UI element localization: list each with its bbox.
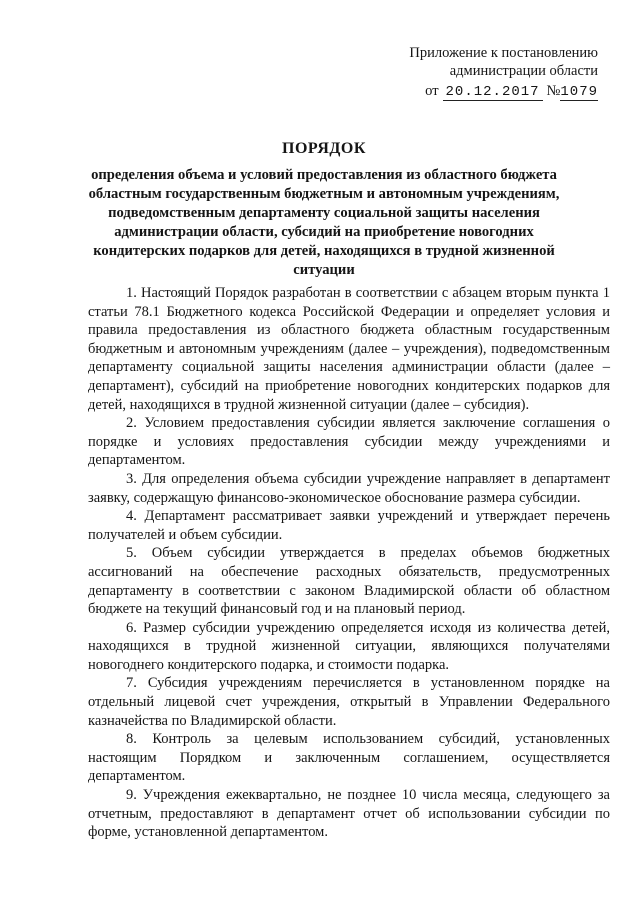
resolution-date: 20.12.2017 — [443, 84, 543, 101]
appendix-line-1: Приложение к постановлению — [409, 45, 598, 61]
appendix-line-2: администрации области — [449, 63, 598, 79]
paragraph-3: 3. Для определения объема субсидии учреждение направляет в департамент заявку, содержащую финансово-экономическое обоснование размера субсидии. — [88, 470, 610, 506]
paragraph-9: 9. Учреждения ежеквартально, не позднее 10 числа месяца, следующего за отчетным, предоставляют в департамент отчет об использовании субсидии по форме, установленной департаментом. — [88, 787, 610, 841]
appendix-date-line — [409, 82, 598, 101]
title-block — [86, 140, 562, 280]
document-body — [88, 284, 610, 842]
paragraph-7: 7. Субсидия учреждениям перечисляется в установленном порядке на отдельный лицевой счет учреждения, открытый в Управлении Федерального казначейства по Владимирской области. — [88, 675, 610, 729]
appendix-header — [409, 44, 598, 101]
paragraph-8: 8. Контроль за целевым использованием субсидий, установленных настоящим Порядком и заключенным соглашением, осуществляется департаментом. — [88, 731, 610, 785]
from-label: от — [425, 83, 439, 99]
paragraph-1: 1. Настоящий Порядок разработан в соответствии с абзацем вторым пункта 1 статьи 78.1 Бюджетного кодекса Российской Федерации и определяет условия и правила предоставления из областного бюджета областным государственным бюджетным и автономным учреждениям (далее – учреждения), подведомственным департаменту социальной защиты населения администрации области (далее – департамент), субсидий на приобретение новогодних кондитерских подарков для детей, находящихся в трудной жизненной ситуации (далее – субсидия). — [88, 285, 610, 413]
document-title: ПОРЯДОК — [282, 140, 366, 157]
document-subtitle: определения объема и условий предоставления из областного бюджета областным государственным бюджетным и автономным учреждениям, подведомственным департаменту социальной защиты населения администрации области, субсидий на приобретение новогодних кондитерских подарков для детей, находящихся в трудной жизненной ситуации — [88, 167, 560, 278]
number-label: № — [546, 83, 561, 99]
paragraph-5: 5. Объем субсидии утверждается в пределах объемов бюджетных ассигнований на обеспечение расходных обязательств, предусмотренных департаменту в соответствии с законом Владимирской области об областном бюджете на текущий финансовый год и на плановый период. — [88, 545, 610, 618]
resolution-number: 1079 — [560, 84, 598, 100]
paragraph-6: 6. Размер субсидии учреждению определяется исходя из количества детей, находящихся в трудной жизненной ситуации, являющихся получателями новогоднего кондитерского подарка, и стоимости подарка. — [88, 619, 610, 673]
paragraph-4: 4. Департамент рассматривает заявки учреждений и утверждает перечень получателей и объем субсидии. — [88, 508, 610, 543]
paragraph-2: 2. Условием предоставления субсидии является заключение соглашения о порядке и условиях предоставления субсидии между учреждениями и департаментом. — [88, 415, 610, 469]
